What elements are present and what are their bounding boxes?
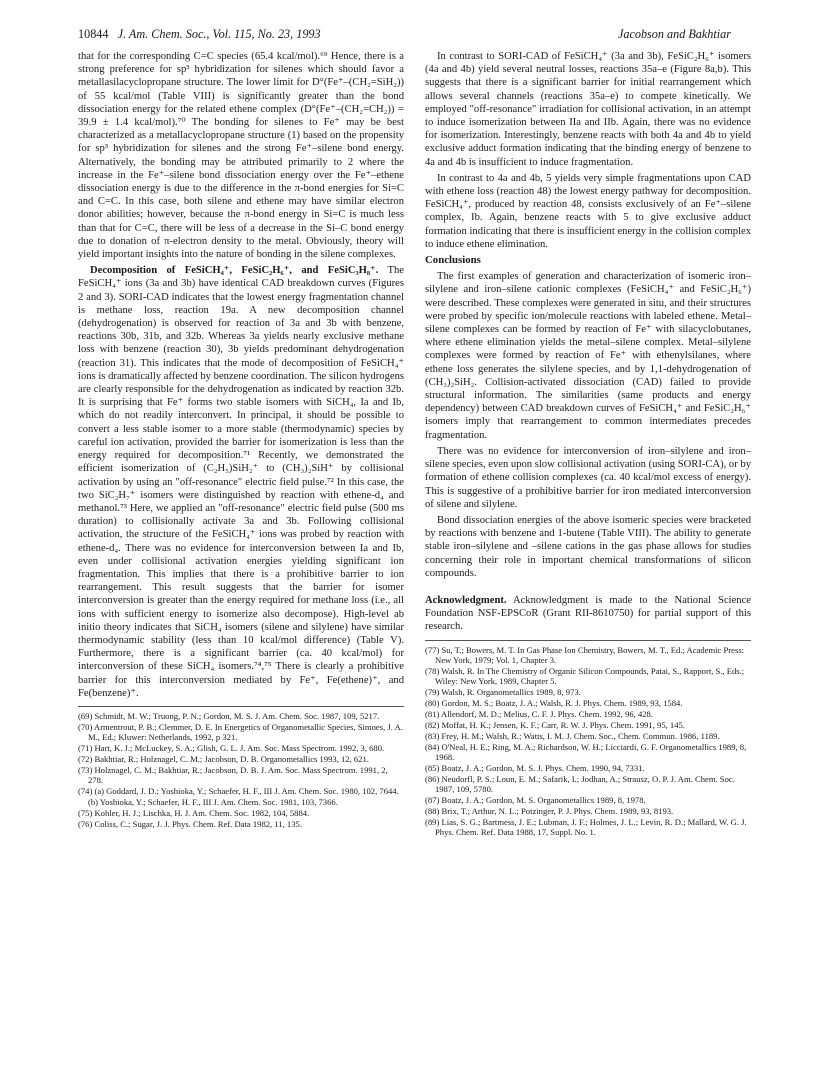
- reference-item: (77) Su, T.; Bowers, M. T. In Gas Phase Ion Chemistry, Bowers, M. T., Ed.; Academic Press: New York, 1979; Vol. 1, Chapter 3.: [425, 644, 745, 665]
- reference-item: (87) Boatz, J. A.; Gordon, M. S. Organometallics 1989, 8, 1978.: [425, 795, 646, 806]
- reference-item: (79) Walsh, R. Organometallics 1989, 8, 973.: [425, 687, 581, 698]
- reference-item: (70) Armentrout, P. B.; Clemmer, D. E. In Energetics of Organometallic Species, Simoes, J. A. M., Ed.; Kluwer: Netherlands, 1992, p 321.: [78, 721, 403, 743]
- reference-item: (73) Holznagel, C. M.; Bakhtiar, R.; Jacobson, D. B. J. Am. Soc. Mass Spectrom. 1991, 2, 278.: [78, 764, 388, 786]
- footnotes-right: [425, 640, 751, 838]
- reference-item: (85) Boatz, J. A.; Gordon, M. S. J. Phys. Chem. 1990, 94, 7331.: [425, 763, 645, 773]
- footnotes-left: [78, 706, 404, 829]
- paragraph-heading: Decomposition of FeSiCH₄⁺, FeSiC₂H₆⁺, and FeSiC₃H₈⁺.: [90, 265, 379, 277]
- reference-item: (89) Lias, S. G.; Bartmess, J. E.; Lubman, J. F.; Holmes, J. L.; Levin, R. D.; Mallard, W. G. J. Phys. Chem. Ref. Data 1988, 17, Suppl. No. 1.: [425, 817, 747, 838]
- paragraph: that for the corresponding C=C species (65.4 kcal/mol).⁶⁹ Hence, there is a strong preference for sp³ hybridization for silenes which should favor a metallasilacyclopropane structure. The lower limit for D°(Fe⁺–(CH₂=SiH₂)) of 55 kcal/mol (Table VIII) is significantly greater than the bond dissociation energy for the related ethene complex (D°(Fe⁺–(CH₂=CH₂)) = 39.9 ± 1.4 kcal/mol).⁷⁰ The bonding for silenes to Fe⁺ may be best characterized as a metallacyclopropane structure (1) based on the propensity for sp³ hybridization for silenes and the strong Fe⁺–silene bond energy. Alternatively, the bonding may be attributed primarily to 2 where the increase in the Fe⁺–silene bond dissociation energy over the Fe⁺–ethene dissociation energy is due to the difference in the π-bond energies for Si=C and C=C. In this case, both silene and ethene may have similar electron donor abilities; however, because the π-bond energy in Si=C is much less than that for C=C, there will be less of a decrease in the Si–C bond energy due to donation of π-electron density to the metal. Obviously, theory will yield important insights into the nature of bonding in the silene complexes.: [78, 51, 404, 261]
- acknowledgment-body: Acknowledgment is made to the National Science Foundation NSF-EPSCoR (Grant RII-8610750) for partial support of this research.: [425, 594, 751, 633]
- paragraph: Bond dissociation energies of the above isomeric species were bracketed by reactions with benzene and 1-butene (Table VIII). The ability to generate stable iron–silylene and –silene cations in the gas phase allows for studies concerning their role in important chemical transformations of silicon compounds.: [425, 514, 751, 579]
- reference-item: (69) Schmidt, M. W.; Truong, P. N.; Gordon, M. S. J. Am. Chem. Soc. 1987, 109, 5217.: [78, 710, 380, 721]
- right-column: [425, 50, 751, 838]
- header-left: [78, 27, 321, 42]
- acknowledgment-label: Acknowledgment.: [425, 594, 507, 606]
- page-number: 10844: [78, 27, 109, 41]
- section-heading-conclusions: Conclusions: [425, 254, 481, 267]
- reference-item: (72) Bakhtiar, R.; Holznagel, C. M.; Jacobson, D. B. Organometallics 1993, 12, 621.: [78, 754, 369, 765]
- paragraph-body: The FeSiCH₄⁺ ions (3a and 3b) have identical CAD breakdown curves (Figures 2 and 3). SORI-CAD indicates that the lowest energy fragmentation channel is methane loss, reaction 19a. A new decomposition channel (dehydrogenation) is observed for reaction of 3a and 3b with benzene, reactions 30b, 31b, and 32b. Whereas 3a yields nearly exclusive methane loss with benzene (reaction 30), 3b yields predominant dehydrogenation (reaction 31). This indicates that the mode of decomposition of FeSiCH₄⁺ ions is dramatically affected by benzene coordination. The silicon hydrogens are clearly responsible for the dehydrogenation as indicated by reaction 32b. It is surprising that Fe⁺ forms two stable isomers with SiCH₄, Ia and Ib, which do not readily interconvert. In principal, it should be possible to convert a less stable isomer to a more stable (thermodynamic) species by careful ion activation, provided the barrier for isomerization is less than the energy required for decomposition.⁷¹ Recently, we demonstrated the efficient isomerization of (C₂H₅)SiH₂⁺ to (CH₃)₂SiH⁺ by collisional activation by using an "off-resonance" electric field pulse.⁷² In this case, the two SiC₂H₇⁺ isomers were distinguished by reaction with ethene-d₄ and methanol.⁷³ Here, we applied an "off-resonance" electric field pulse (500 ms duration) to collisionally activate 3a and 3b. Following collisional activation, the structure of the FeSiCH₄⁺ ions was probed by reaction with ethene-d₄. There was no evidence for interconversion between Ia and Ib, even under collisional activation energies yielding significant ion fragmentation. This implies that there is a prohibitive barrier to ion rearrangement. This result suggests that the barrier for isomer interconversion is greater than the energy required for methane loss (i.e., all ions with sufficient energy to isomerize also decompose). High-level ab initio theory indicates that SiCH₄ isomers (silene and silylene) have similar thermodynamic stability (less than 10 kcal/mol difference) (Table V). Furthermore, there is a significant barrier (ca. 40 kcal/mol) for interconversion of these SiCH₄ isomers.⁷⁴,⁷⁵ There is clearly a prohibitive barrier for this interconversion mediated by Fe⁺, Fe(ethene)⁺, and Fe(benzene)⁺.: [78, 265, 404, 699]
- paragraph: [78, 264, 404, 700]
- reference-item: (71) Hart, K. J.; McLuckey, S. A.; Glish, G. L. J. Am. Soc. Mass Spectrom. 1992, 3, 680.: [78, 743, 385, 754]
- reference-item: (84) O'Neal, H. E.; Ring, M. A.; Richardson, W. H.; Licciardi, G. F. Organometallics 1989, 8, 1968.: [425, 741, 747, 763]
- reference-item: (82) Moffat, H. K.; Jensen, K. F.; Carr, R. W. J. Phys. Chem. 1991, 95, 145.: [425, 719, 685, 730]
- acknowledgment: [425, 594, 751, 634]
- running-header: [78, 27, 731, 45]
- paragraph: In contrast to SORI-CAD of FeSiCH₄⁺ (3a and 3b), FeSiC₂H₆⁺ isomers (4a and 4b) yield several neutral losses, reactions 35a–e (Figure 8a,b). This suggests that there is a significant barrier for initial rearrangement which allows several channels (reactions 35a–e) to compete kinetically. We employed "off-resonance" irradiation for collisional activation, in an attempt to induce isomerization between IIa and IIb. Again, there was no evidence for isomerization. Interestingly, benzene reacts with both 4a and 4b to yield exclusive adduct formation indicating that the binding energy of benzene to 4a and 4b is insufficient to induce fragmentation.: [425, 51, 751, 168]
- reference-item: (80) Gordon, M. S.; Boatz, J. A.; Walsh, R. J. Phys. Chem. 1989, 93, 1584.: [425, 698, 683, 709]
- header-authors: Jacobson and Bakhtiar: [617, 27, 731, 41]
- paragraph: In contrast to 4a and 4b, 5 yields very simple fragmentations upon CAD with ethene loss (reaction 48) the lowest energy pathway for decomposition. FeSiCH₄⁺, produced by reaction 48, consists exclusively of an Fe⁺–silene complex, Ib. Again, benzene reacts with 5 to give exclusive adduct formation indicating that there is insufficient energy in the collision complex to induce ethene elimination.: [425, 172, 751, 250]
- reference-item: (88) Brix, T.; Arthur, N. L.; Potzinger, P. J. Phys. Chem. 1989, 93, 8193.: [425, 806, 674, 817]
- reference-item: (74) (a) Goddard, J. D.; Yoshioka, Y.; Schaefer, H. F., III J. Am. Chem. Soc. 1980, 102, 7644. (b) Yoshioka, Y.; Schaefer, H. F., III J. Am. Chem. Soc. 1981, 103, 7366.: [78, 786, 399, 807]
- paragraph: The first examples of generation and characterization of isomeric iron–silylene and iron–silene cationic complexes (FeSiCH₄⁺ and FeSiC₂H₆⁺) were described. These complexes were generated in situ, and their structures were probed by specific ion/molecule reactions with labeled ethene. Metal–silene complexes can be formed by reaction of Fe⁺ with silacyclobutanes, where ethene elimination yields the metal–silene complex. Metal–silylene complexes were formed by reaction of Fe⁺ with ethenylsilanes, where ethene loss generates the silylene species, and by 1,1-dehydrogenation of (CH₃)₂SiH₂. Collision-activated dissociation (CAD) failed to provide structural information. The similarities (same products and energy dependency) between CAD breakdown curves of FeSiCH₄⁺ and FeSiC₂H₆⁺ isomers imply that rearrangement to common intermediates precedes fragmentation.: [425, 271, 751, 441]
- reference-item: (86) Neudorfl, P. S.; Loun, E. M.; Safarik, I.; Jodhan, A.; Strausz, O. P. J. Am. Chem. Soc. 1987, 109, 5780.: [425, 773, 735, 795]
- left-column: [78, 50, 404, 829]
- reference-item: (81) Allendorf, M. D.; Melius, C. F. J. Phys. Chem. 1992, 96, 428.: [425, 708, 654, 719]
- reference-item: (75) Kohler, H. J.; Lischka, H. J. Am. Chem. Soc. 1982, 104, 5884.: [78, 807, 310, 818]
- journal-citation: J. Am. Chem. Soc., Vol. 115, No. 23, 1993: [117, 27, 321, 41]
- reference-item: (83) Frey, H. M.; Walsh, R.; Watts, I. M. J. Chem. Soc., Chem. Commun. 1986, 1189.: [425, 730, 720, 741]
- reference-item: (78) Walsh, R. In The Chemistry of Organic Silicon Compounds, Patai, S., Rapport, S., Eds.; Wiley: New York, 1989, Chapter 5.: [425, 665, 745, 687]
- paragraph: There was no evidence for interconversion of iron–silylene and iron–silene species, even upon slow collisional activation (using SORI-CA), or by formation of ethene collision complexes (ca. 40 kcal/mol excess of energy). This is suggestive of a prohibitive barrier for iron mediated interconversion of silene and silylene.: [425, 445, 751, 510]
- reference-item: (76) Coliss, C.; Sugar, J. J. Phys. Chem. Ref. Data 1982, 11, 135.: [78, 818, 302, 829]
